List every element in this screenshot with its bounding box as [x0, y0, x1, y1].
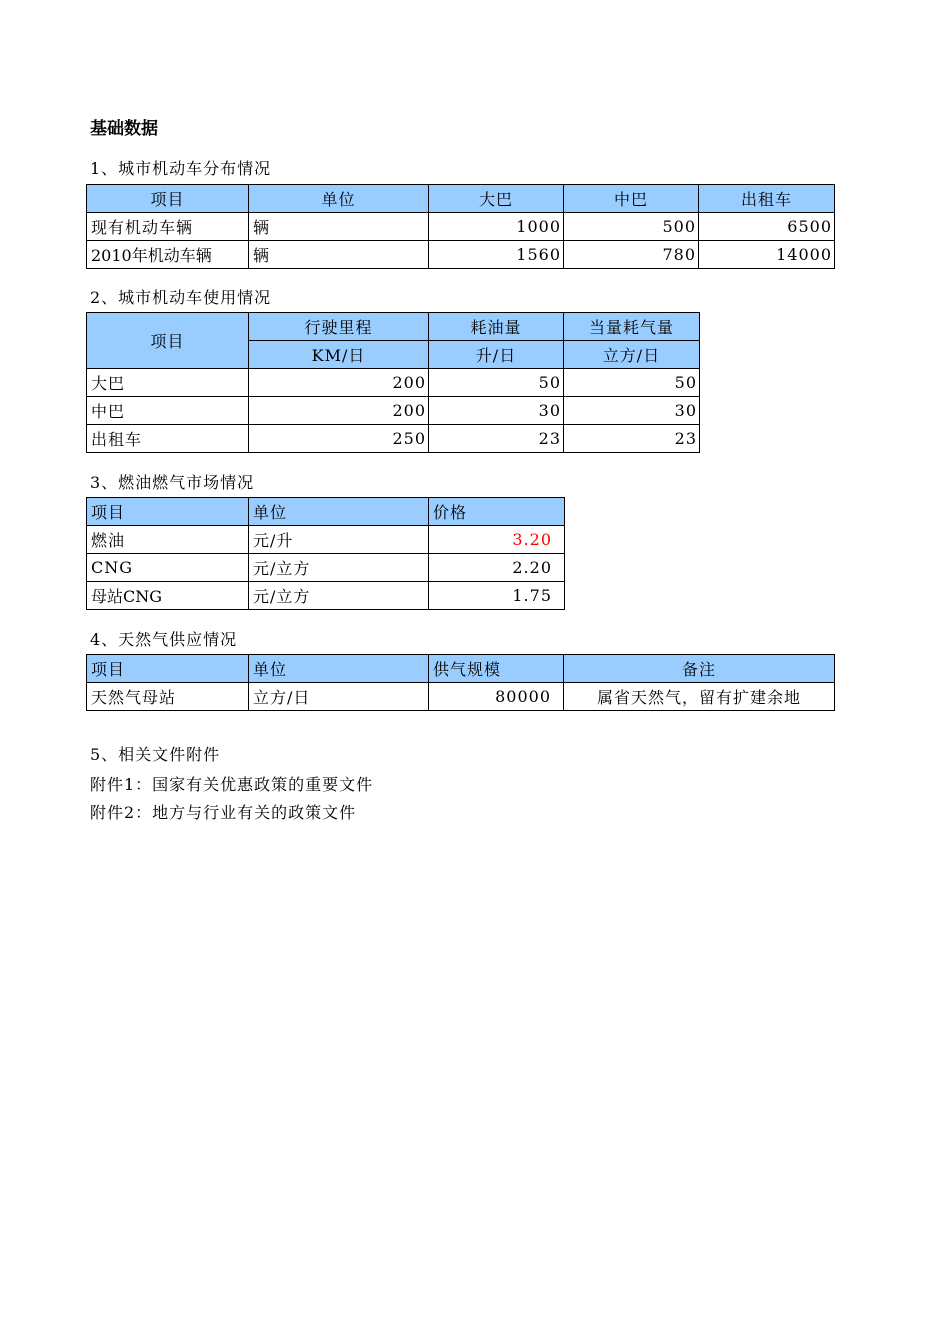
table-row	[87, 683, 835, 711]
fuel-market-table	[86, 497, 565, 610]
header-cell: 项目	[87, 498, 249, 526]
vehicle-usage-table	[86, 312, 700, 453]
table-cell: 出租车	[87, 425, 249, 453]
attachment-2: 附件2：地方与行业有关的政策文件	[90, 803, 357, 822]
header-cell: 项目	[87, 313, 249, 369]
table-cell: 780	[564, 241, 699, 269]
table-cell: 6500	[699, 213, 835, 241]
section-1-heading: 1、城市机动车分布情况	[90, 159, 272, 178]
table-cell: 1.75	[429, 582, 565, 610]
table-cell: 现有机动车辆	[87, 213, 249, 241]
table-row	[87, 241, 835, 269]
table-cell: 2.20	[429, 554, 565, 582]
vehicle-distribution-table	[86, 184, 835, 269]
table-cell: 14000	[699, 241, 835, 269]
table-cell: 30	[564, 397, 700, 425]
table-cell: 燃油	[87, 526, 249, 554]
table-row	[87, 554, 565, 582]
table-cell: 大巴	[87, 369, 249, 397]
table-cell: 天然气母站	[87, 683, 249, 711]
header-cell: 中巴	[564, 185, 699, 213]
table-cell: 250	[249, 425, 429, 453]
table-cell: 元/立方	[249, 554, 429, 582]
page-title: 基础数据	[90, 119, 158, 139]
header-cell: 耗油量	[429, 313, 564, 341]
table-cell: 辆	[249, 213, 429, 241]
section-4-heading: 4、天然气供应情况	[90, 630, 238, 649]
table-cell: 50	[564, 369, 700, 397]
table-cell: 元/升	[249, 526, 429, 554]
table-cell: 2010年机动车辆	[87, 241, 249, 269]
table-cell: 元/立方	[249, 582, 429, 610]
attachment-1: 附件1：国家有关优惠政策的重要文件	[90, 775, 374, 794]
table-cell: 500	[564, 213, 699, 241]
table-header-row	[87, 185, 835, 213]
header-cell: 当量耗气量	[564, 313, 700, 341]
table-cell: 立方/日	[249, 683, 429, 711]
table-cell: 50	[429, 369, 564, 397]
table-cell: 30	[429, 397, 564, 425]
gas-supply-table	[86, 654, 835, 711]
header-cell: 单位	[249, 498, 429, 526]
unit-cell: KM/日	[249, 341, 429, 369]
table-cell: CNG	[87, 554, 249, 582]
table-cell: 80000	[429, 683, 564, 711]
section-3-heading: 3、燃油燃气市场情况	[90, 473, 255, 492]
table-header-row	[87, 655, 835, 683]
table-row	[87, 526, 565, 554]
table-header-row	[87, 313, 700, 341]
table-row	[87, 582, 565, 610]
header-cell: 单位	[249, 185, 429, 213]
table-cell: 1000	[429, 213, 564, 241]
table-cell: 辆	[249, 241, 429, 269]
table-cell: 1560	[429, 241, 564, 269]
unit-cell: 升/日	[429, 341, 564, 369]
table-row	[87, 213, 835, 241]
section-2-heading: 2、城市机动车使用情况	[90, 288, 272, 307]
table-header-row	[87, 498, 565, 526]
table-cell: 属省天然气，留有扩建余地	[564, 683, 835, 711]
header-cell: 价格	[429, 498, 565, 526]
header-cell: 大巴	[429, 185, 564, 213]
table-row	[87, 397, 700, 425]
price-cell-highlighted: 3.20	[429, 526, 565, 554]
header-cell: 供气规模	[429, 655, 564, 683]
table-row	[87, 425, 700, 453]
table-cell: 200	[249, 397, 429, 425]
header-cell: 行驶里程	[249, 313, 429, 341]
table-cell: 23	[429, 425, 564, 453]
header-cell: 项目	[87, 655, 249, 683]
table-cell: 中巴	[87, 397, 249, 425]
table-row	[87, 369, 700, 397]
table-cell: 200	[249, 369, 429, 397]
header-cell: 项目	[87, 185, 249, 213]
header-cell: 备注	[564, 655, 835, 683]
section-5-heading: 5、相关文件附件	[90, 745, 221, 764]
unit-cell: 立方/日	[564, 341, 700, 369]
table-cell: 23	[564, 425, 700, 453]
header-cell: 出租车	[699, 185, 835, 213]
table-cell: 母站CNG	[87, 582, 249, 610]
header-cell: 单位	[249, 655, 429, 683]
